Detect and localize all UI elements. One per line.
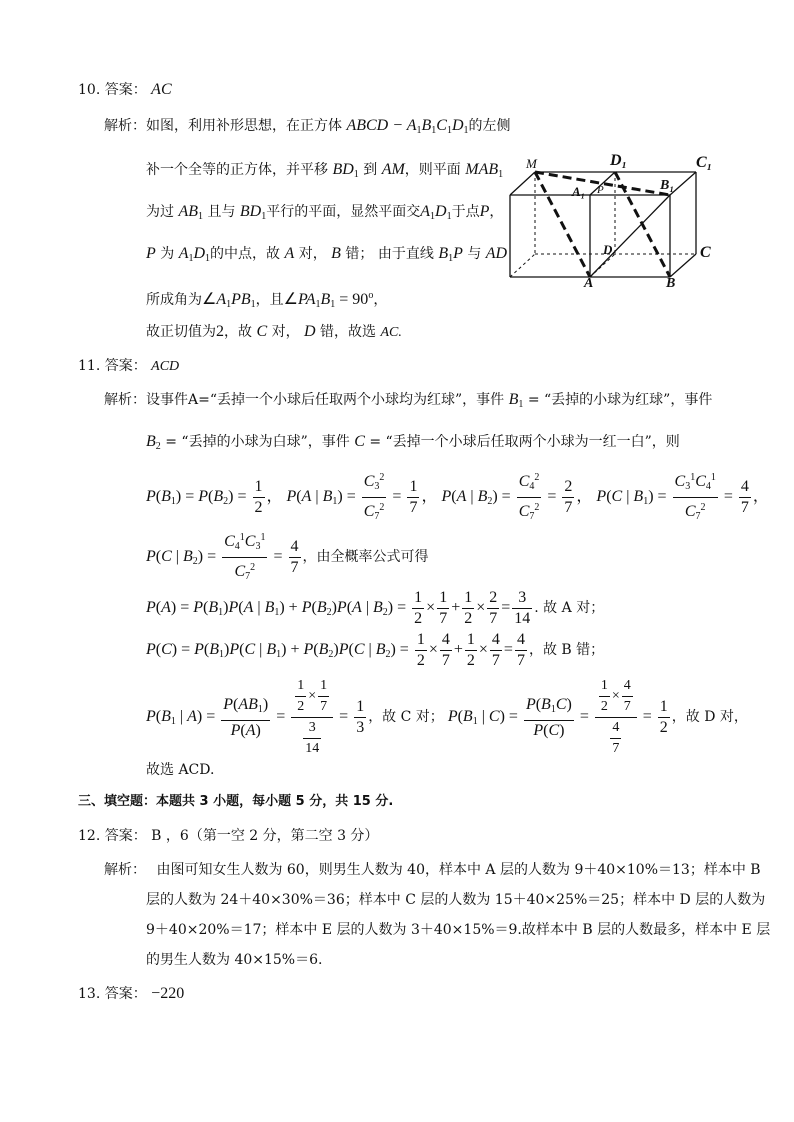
q10-analysis-line5: 所成角为$\angle A_1PB_1$，且$\angle PA_1B_1 = 90^o$，: [146, 290, 388, 310]
label-C: C: [700, 244, 711, 261]
q11-eq-bayes: $P(B_1$ | A) = $\frac{P(AB_1)}{P(A)}$ = $\frac{1}{2}$ × $\frac{1}{7}$ $\frac{3}{14}$ = $\frac{1}{3}$ ，故 C 对； $P(B_1$ | C) = $\frac{P(B_1C)}{P(C)}$ = $\frac{1}{2}$ × $\frac{4}{7}$ $\frac{4}{7}$ = $\frac{1}{2}$ ，故 D 对，: [146, 678, 748, 756]
q10-analysis-line1: [104, 116, 511, 141]
q12-text: 的男生人数为 40×15%＝6.: [146, 952, 323, 968]
q11-text: C: [354, 433, 365, 450]
q13-answer: −220: [151, 985, 185, 1002]
section3-title: [78, 792, 393, 812]
label-D1: D₁: [610, 152, 628, 169]
q10-text: 与: [467, 246, 482, 262]
q11-analysis-label: 解析：: [104, 392, 146, 408]
q10-label: 10. 答案：: [78, 82, 147, 98]
q11-text: 故选 ACD.: [146, 762, 215, 778]
q10-text: 为: [160, 246, 175, 262]
label-B1: B₁: [660, 178, 675, 193]
q11-final: [146, 760, 214, 780]
q10-text: ，故: [224, 324, 252, 340]
q11-text: ，故 C 对；: [368, 709, 444, 726]
q12-text: 层的人数为 24＋40×30%＝36；样本中 C 层的人数为 15＋40×25%＝25；样本中 D 层的人数为: [146, 892, 766, 908]
q12-analysis-line2: [146, 890, 765, 910]
q13-label: 13. 答案：: [78, 986, 147, 1002]
q11-text: A=“丢掉一个小球后任取两个小球均为红球”，事件: [188, 392, 505, 408]
label-A: A: [584, 276, 594, 291]
q11-eq-row1: $P(B_1) = P(B_2)$ = $\frac{1}{2}$ ， P(A | $B_1$) = $\frac{C_3^2}{C_7^2}$ = $\frac{1}{7}$ ， P(A | $B_2$) = $\frac{C_4^2}{C_7^2}$ = $\frac{2}{7}$ ， P(C | $B_1$) = $\frac{C_3^1C_4^1}{C_7^2}$ = $\frac{4}{7}$ ，: [146, 468, 769, 527]
q12-text: 9＋40×20%＝17；样本中 E 层的人数为 3＋40×15%＝9.故样本中 B 层的人数最多，样本中 E 层: [146, 922, 771, 938]
label-M: M: [526, 156, 537, 171]
label-B: B: [666, 276, 676, 291]
q10-text: 平行的平面，显然平面交: [266, 204, 421, 220]
label-P: P: [597, 184, 604, 196]
q10-text: ，: [489, 204, 504, 220]
q12-analysis-label: 解析：: [104, 862, 146, 878]
label-C1: C₁: [696, 154, 713, 171]
q13-answer-line: [78, 984, 184, 1004]
q11-answer-line: [78, 356, 179, 377]
q11-analysis-line1: 解析：设事件A=“丢掉一个小球后任取两个小球均为红球”，事件 $B_1$ = “丢掉的小球为红球”，事件: [104, 391, 713, 410]
q10-text: 故正切值为: [146, 324, 216, 340]
q10-analysis-line2: 补一个全等的正方体，并平移 $BD_1$ 到 AM，则平面 $MAB_1$: [146, 161, 504, 180]
q11-eq-row2: P(C | $B_2$) = $\frac{C_4^1C_3^1}{C_7^2}$ = $\frac{4}{7}$ ，由全概率公式可得: [146, 528, 429, 587]
q10-text: 的左侧: [468, 118, 511, 134]
q11-text: = “丢掉的小球为红球”，事件: [527, 392, 713, 408]
q12-answer-line: [78, 826, 378, 846]
q11-text: ，故 D 对，: [671, 709, 748, 726]
q11-analysis-line2: $B_2$ = “丢掉的小球为白球”，事件 C = “丢掉一个小球后任取两个小球为一红一白”，则: [146, 433, 680, 452]
q11-text: . 故 A 对；: [534, 600, 605, 617]
q10-text: 补一个全等的正方体，并平移: [146, 162, 328, 178]
q11-text: = “丢掉一个小球后任取两个小球为一红一白”，则: [369, 434, 680, 450]
q10-text: 如图，利用补形思想，在正方体: [146, 118, 342, 134]
label-A1: A₁: [572, 184, 586, 199]
q10-text: 的中点，故: [210, 246, 281, 262]
section3-text: 三、填空题：本题共 3 小题，每小题 5 分，共 15 分.: [78, 794, 394, 809]
q10-text: 对，: [298, 246, 327, 262]
q12-text: 由图可知女生人数为 60，则男生人数为 40，样本中 A 层的人数为 9＋40×10%＝13；样本中 B: [156, 862, 761, 878]
q10-text: 于点: [451, 204, 480, 220]
q10-text: 错； 由于直线: [345, 246, 434, 262]
q10-analysis-line6: 故正切值为2，故 C 对， D 错，故选 AC.: [146, 323, 402, 340]
label-D: D: [603, 242, 613, 257]
q12-analysis-line3: [146, 920, 770, 940]
q10-text: ，且: [255, 292, 284, 308]
q10-text: 且与: [207, 204, 236, 220]
q12-label: 12. 答案：: [78, 828, 147, 844]
q11-text: = “丢掉的小球为白球”，事件: [165, 434, 350, 450]
q10-text: 所成角为: [146, 292, 202, 308]
q10-text: 对，: [271, 324, 300, 340]
q11-text: ，故 B 错；: [528, 642, 605, 659]
q12-answer: B ，6（第一空 2 分，第二空 3 分）: [151, 828, 379, 844]
q11-text: 设事件: [146, 392, 188, 408]
q10-text: 为过: [146, 204, 174, 220]
cube-figure: [500, 150, 720, 295]
q12-analysis-line1: [104, 860, 761, 880]
q10-analysis-label: 解析：: [104, 118, 146, 134]
q10-text: 到: [363, 162, 378, 178]
cube-name: ABCD − $A_1B_1C_1D_1$: [346, 117, 469, 136]
q10-answer-line: [78, 80, 172, 100]
q10-text: AC.: [380, 325, 402, 340]
q11-text: ，由全概率公式可得: [302, 549, 429, 566]
q11-answer: ACD: [151, 359, 180, 374]
q11-label: 11. 答案：: [78, 358, 147, 374]
q10-answer: AC: [151, 81, 172, 98]
q10-text: ，则平面: [404, 162, 461, 178]
q10-analysis-line4: P 为 $A_1D_1$的中点，故 A 对， B 错； 由于直线 $B_1P$ 与 AD: [146, 245, 508, 264]
q11-eq-pc: $P(C) = P(B_1)P(C$ | $B_1) + P(B_2)P(C$ | $B_2$) = $\frac{1}{2}$ × $\frac{4}{7}$ + $\frac{1}{2}$ × $\frac{4}{7}$ = $\frac{4}{7}$ ，故 B 错；: [146, 631, 605, 669]
q10-analysis-line3: 为过 $AB_1$ 且与 $BD_1$平行的平面，显然平面交$A_1D_1$于点P，: [146, 203, 504, 222]
q10-text: 错，故选: [320, 324, 377, 340]
q10-text: ，: [373, 292, 388, 308]
q12-analysis-line4: [146, 950, 322, 970]
q11-eq-pa: $P(A) = P(B_1)P(A$ | $B_1) + P(B_2)P(A$ | $B_2$) = $\frac{1}{2}$ × $\frac{1}{7}$ + $\frac{1}{2}$ × $\frac{2}{7}$ = $\frac{3}{14}$ . 故 A 对；: [146, 589, 605, 627]
